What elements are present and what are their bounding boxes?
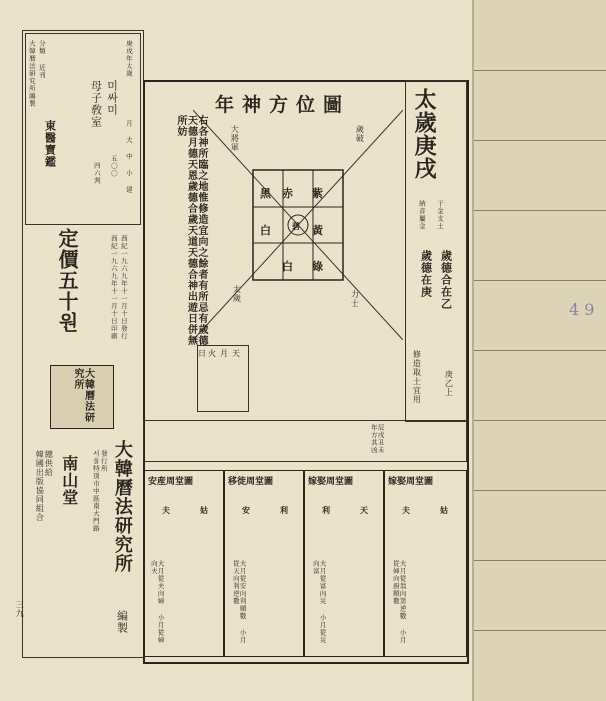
corner-label-3: 太歲 bbox=[232, 285, 242, 303]
title-vertical: 東醫寶鑑 bbox=[43, 120, 57, 168]
note-right-2: 庚乙上 bbox=[444, 370, 454, 397]
table-rule bbox=[474, 280, 606, 281]
center-char: 碧 bbox=[292, 221, 300, 231]
grid-color-1: 紫 bbox=[312, 187, 323, 200]
grid-color-4: 赤 bbox=[282, 187, 293, 200]
page-stamp: 4 9 bbox=[569, 300, 595, 319]
table-rule bbox=[474, 70, 606, 71]
distributor-label: 總供給 bbox=[44, 450, 54, 477]
editor-name: 大韓曆法研究所 bbox=[111, 440, 133, 573]
year-entry: 庚戌年太歲 bbox=[124, 40, 133, 78]
note-right-1: 修造取土宜用 bbox=[412, 350, 422, 404]
year-sub: 納音屬金 bbox=[417, 200, 426, 230]
chart-4-title: 嫁娶周堂圖 bbox=[388, 477, 434, 487]
corner-label-2: 歲破 bbox=[355, 125, 365, 143]
chart-1-note: 大月從夫向婦 小月從婦向夫 bbox=[149, 560, 165, 644]
year-sub2: 干金支土 bbox=[435, 200, 444, 230]
seal-text: 大韓曆法研究所 bbox=[72, 368, 94, 423]
colophon-row-1: 母子敎室 bbox=[89, 80, 103, 128]
chart-1-cell: 夫 bbox=[162, 505, 170, 515]
year-title: 太歲庚戌 bbox=[411, 88, 438, 180]
chart-3-note: 大月從富向災 小月從災向富 bbox=[311, 560, 327, 644]
chart-4-cell: 姑 bbox=[440, 505, 448, 515]
price: 定價五十원 bbox=[55, 228, 79, 333]
right-page bbox=[472, 0, 606, 701]
bottom-note: 辰戌丑未年方其凶 bbox=[369, 424, 385, 454]
table-rule bbox=[474, 630, 606, 631]
publisher-role: 發行所 bbox=[99, 450, 108, 473]
grid-color-6: 黑 bbox=[260, 187, 271, 200]
editor-label: 編製 bbox=[115, 610, 129, 634]
table-rule bbox=[474, 420, 606, 421]
note-strip bbox=[143, 420, 467, 462]
day-1: 天 bbox=[232, 349, 240, 358]
grid-color-7: 白 bbox=[260, 224, 271, 237]
page-number: 三九 bbox=[15, 600, 25, 618]
publisher-label: 大韓曆法研究所編製 bbox=[27, 40, 36, 108]
corner-label-1: 大將軍 bbox=[230, 125, 240, 152]
deity-1: 歲德在庚 bbox=[419, 250, 433, 298]
grid-color-2: 黃 bbox=[312, 224, 323, 237]
side-note: 分類 近刊 bbox=[37, 40, 46, 79]
table-rule bbox=[474, 140, 606, 141]
day-3: 火 bbox=[208, 349, 216, 358]
right-note: 月 大 中 小 建 bbox=[124, 120, 133, 194]
chart-3-cell: 利 bbox=[322, 505, 330, 515]
colophon-row-2-value: 五〇〇 bbox=[109, 155, 118, 178]
chart-2-cell: 利 bbox=[280, 505, 288, 515]
chart-2-cell: 安 bbox=[242, 505, 250, 515]
table-rule bbox=[474, 490, 606, 491]
corner-label-4: 力士 bbox=[350, 290, 360, 308]
colophon-row-1-value: 四六判 bbox=[92, 162, 101, 185]
date-line-1: 西紀一九六九年十一月十日印刷 bbox=[109, 235, 118, 340]
chart-4-note: 大月從翁向第逆數 小月從婦向廚順數 bbox=[391, 560, 407, 644]
publisher-name: 南山堂 bbox=[59, 455, 79, 506]
grid-color-3: 綠 bbox=[312, 260, 323, 273]
table-rule bbox=[474, 560, 606, 561]
chart-3-title: 嫁娶周堂圖 bbox=[308, 477, 354, 487]
chart-1-title: 安産周堂圖 bbox=[148, 477, 194, 487]
main-title: 年神方位圖 bbox=[215, 94, 351, 116]
publisher-addr: 서울特別市中區南大門路 bbox=[91, 450, 100, 533]
grid-color-5: 白 bbox=[282, 260, 293, 273]
day-2: 月 bbox=[220, 349, 228, 358]
chart-2-title: 移徙周堂圖 bbox=[228, 477, 274, 487]
date-line-2: 西紀一九六九年十一月十日發行 bbox=[119, 235, 128, 340]
deity-2: 歲德合在乙 bbox=[439, 250, 453, 310]
publisher-seal bbox=[50, 365, 114, 429]
long-paragraph: 右各神所臨之地惟修造宜向之餘者有所忌有歲德天德月德天恩歲德合歲天道天德合神出遊日併無所妨 bbox=[175, 115, 207, 346]
distributor: 韓國出版協同組合 bbox=[35, 450, 45, 522]
chart-4-cell: 夫 bbox=[402, 505, 410, 515]
chart-1-cell: 姑 bbox=[200, 505, 208, 515]
table-rule bbox=[474, 350, 606, 351]
chart-2-note: 大月從安向利順數 小月從天向利逆數 bbox=[231, 560, 247, 644]
table-rule bbox=[474, 210, 606, 211]
chart-3-cell: 天 bbox=[360, 505, 368, 515]
colophon-row-2: 미싸미 bbox=[105, 80, 119, 116]
day-4: 日 bbox=[198, 349, 206, 358]
